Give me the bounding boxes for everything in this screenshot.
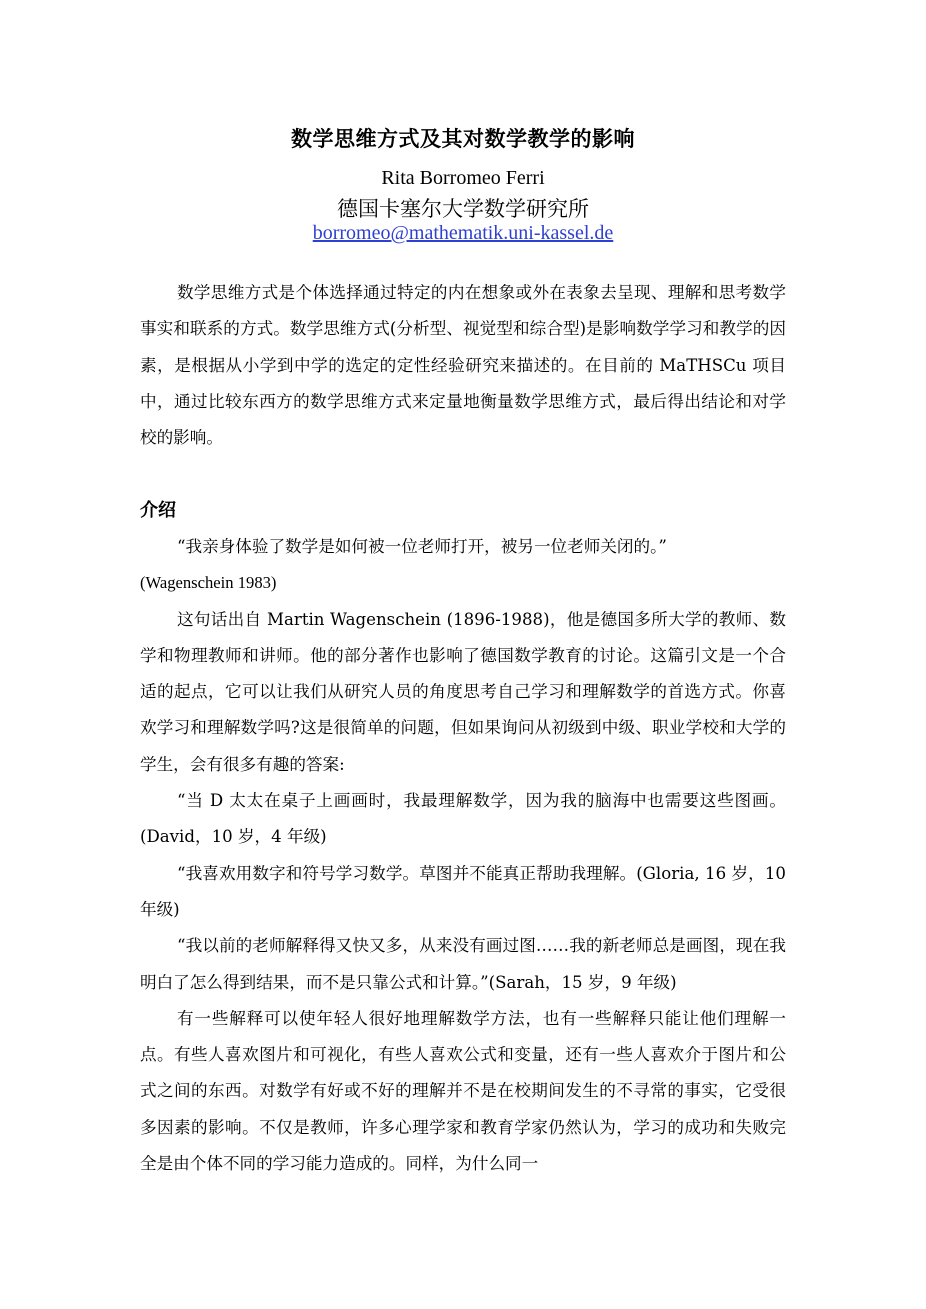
opening-quote: “我亲身体验了数学是如何被一位老师打开，被另一位老师关闭的。” xyxy=(177,537,667,556)
student-quote-david: “当 D 太太在桌子上画画时，我最理解数学，因为我的脑海中也需要这些图画。(David，10 岁，4 年级) xyxy=(140,791,786,847)
abstract-paragraph: 数学思维方式是个体选择通过特定的内在想象或外在表象去呈现、理解和思考数学事实和联系的方式。数学思维方式(分析型、视觉型和综合型)是影响数学学习和教学的因素，是根据从小学到中学的选定的定性经验研究来描述的。在目前的 MaTHSCu 项目中，通过比较东西方的数学思维方式来定量地衡量数学思维方式，最后得出结论和对学校的影响。 xyxy=(140,283,786,448)
intro-paragraph-2: 有一些解释可以使年轻人很好地理解数学方法，也有一些解释只能让他们理解一点。有些人喜欢图片和可视化，有些人喜欢公式和变量，还有一些人喜欢介于图片和公式之间的东西。对数学有好或不好的理解并不是在校期间发生的不寻常的事实，它受很多因素的影响。不仅是教师，许多心理学家和教育学家仍然认为，学习的成功和失败完全是由个体不同的学习能力造成的。同样，为什么同一 xyxy=(140,1008,786,1174)
introduction-section xyxy=(140,529,786,1182)
section-heading-introduction: 介绍 xyxy=(140,500,176,521)
paper-title: 数学思维方式及其对数学教学的影响 xyxy=(291,127,635,151)
student-quote-sarah: “我以前的老师解释得又快又多，从来没有画过图……我的新老师总是画图，现在我明白了怎么得到结果，而不是只靠公式和计算。”(Sarah，15 岁，9 年级) xyxy=(140,936,786,992)
opening-quote-reference: (Wagenschein 1983) xyxy=(140,573,277,593)
abstract xyxy=(140,275,786,456)
author-name: Rita Borromeo Ferri xyxy=(381,167,545,189)
author-email-link[interactable]: borromeo@mathematik.uni-kassel.de xyxy=(312,222,614,244)
intro-paragraph-1: 这句话出自 Martin Wagenschein (1896-1988)，他是德国多所大学的教师、数学和物理教师和讲师。他的部分著作也影响了德国数学教育的讨论。这篇引文是一个合适的起点，它可以让我们从研究人员的角度思考自己学习和理解数学的首选方式。你喜欢学习和理解数学吗?这是很简单的问题，但如果询问从初级到中级、职业学校和大学的学生，会有很多有趣的答案: xyxy=(140,609,786,774)
student-quote-gloria: “我喜欢用数字和符号学习数学。草图并不能真正帮助我理解。(Gloria, 16 岁，10 年级) xyxy=(140,863,786,919)
author-affiliation: 德国卡塞尔大学数学研究所 xyxy=(337,197,589,221)
